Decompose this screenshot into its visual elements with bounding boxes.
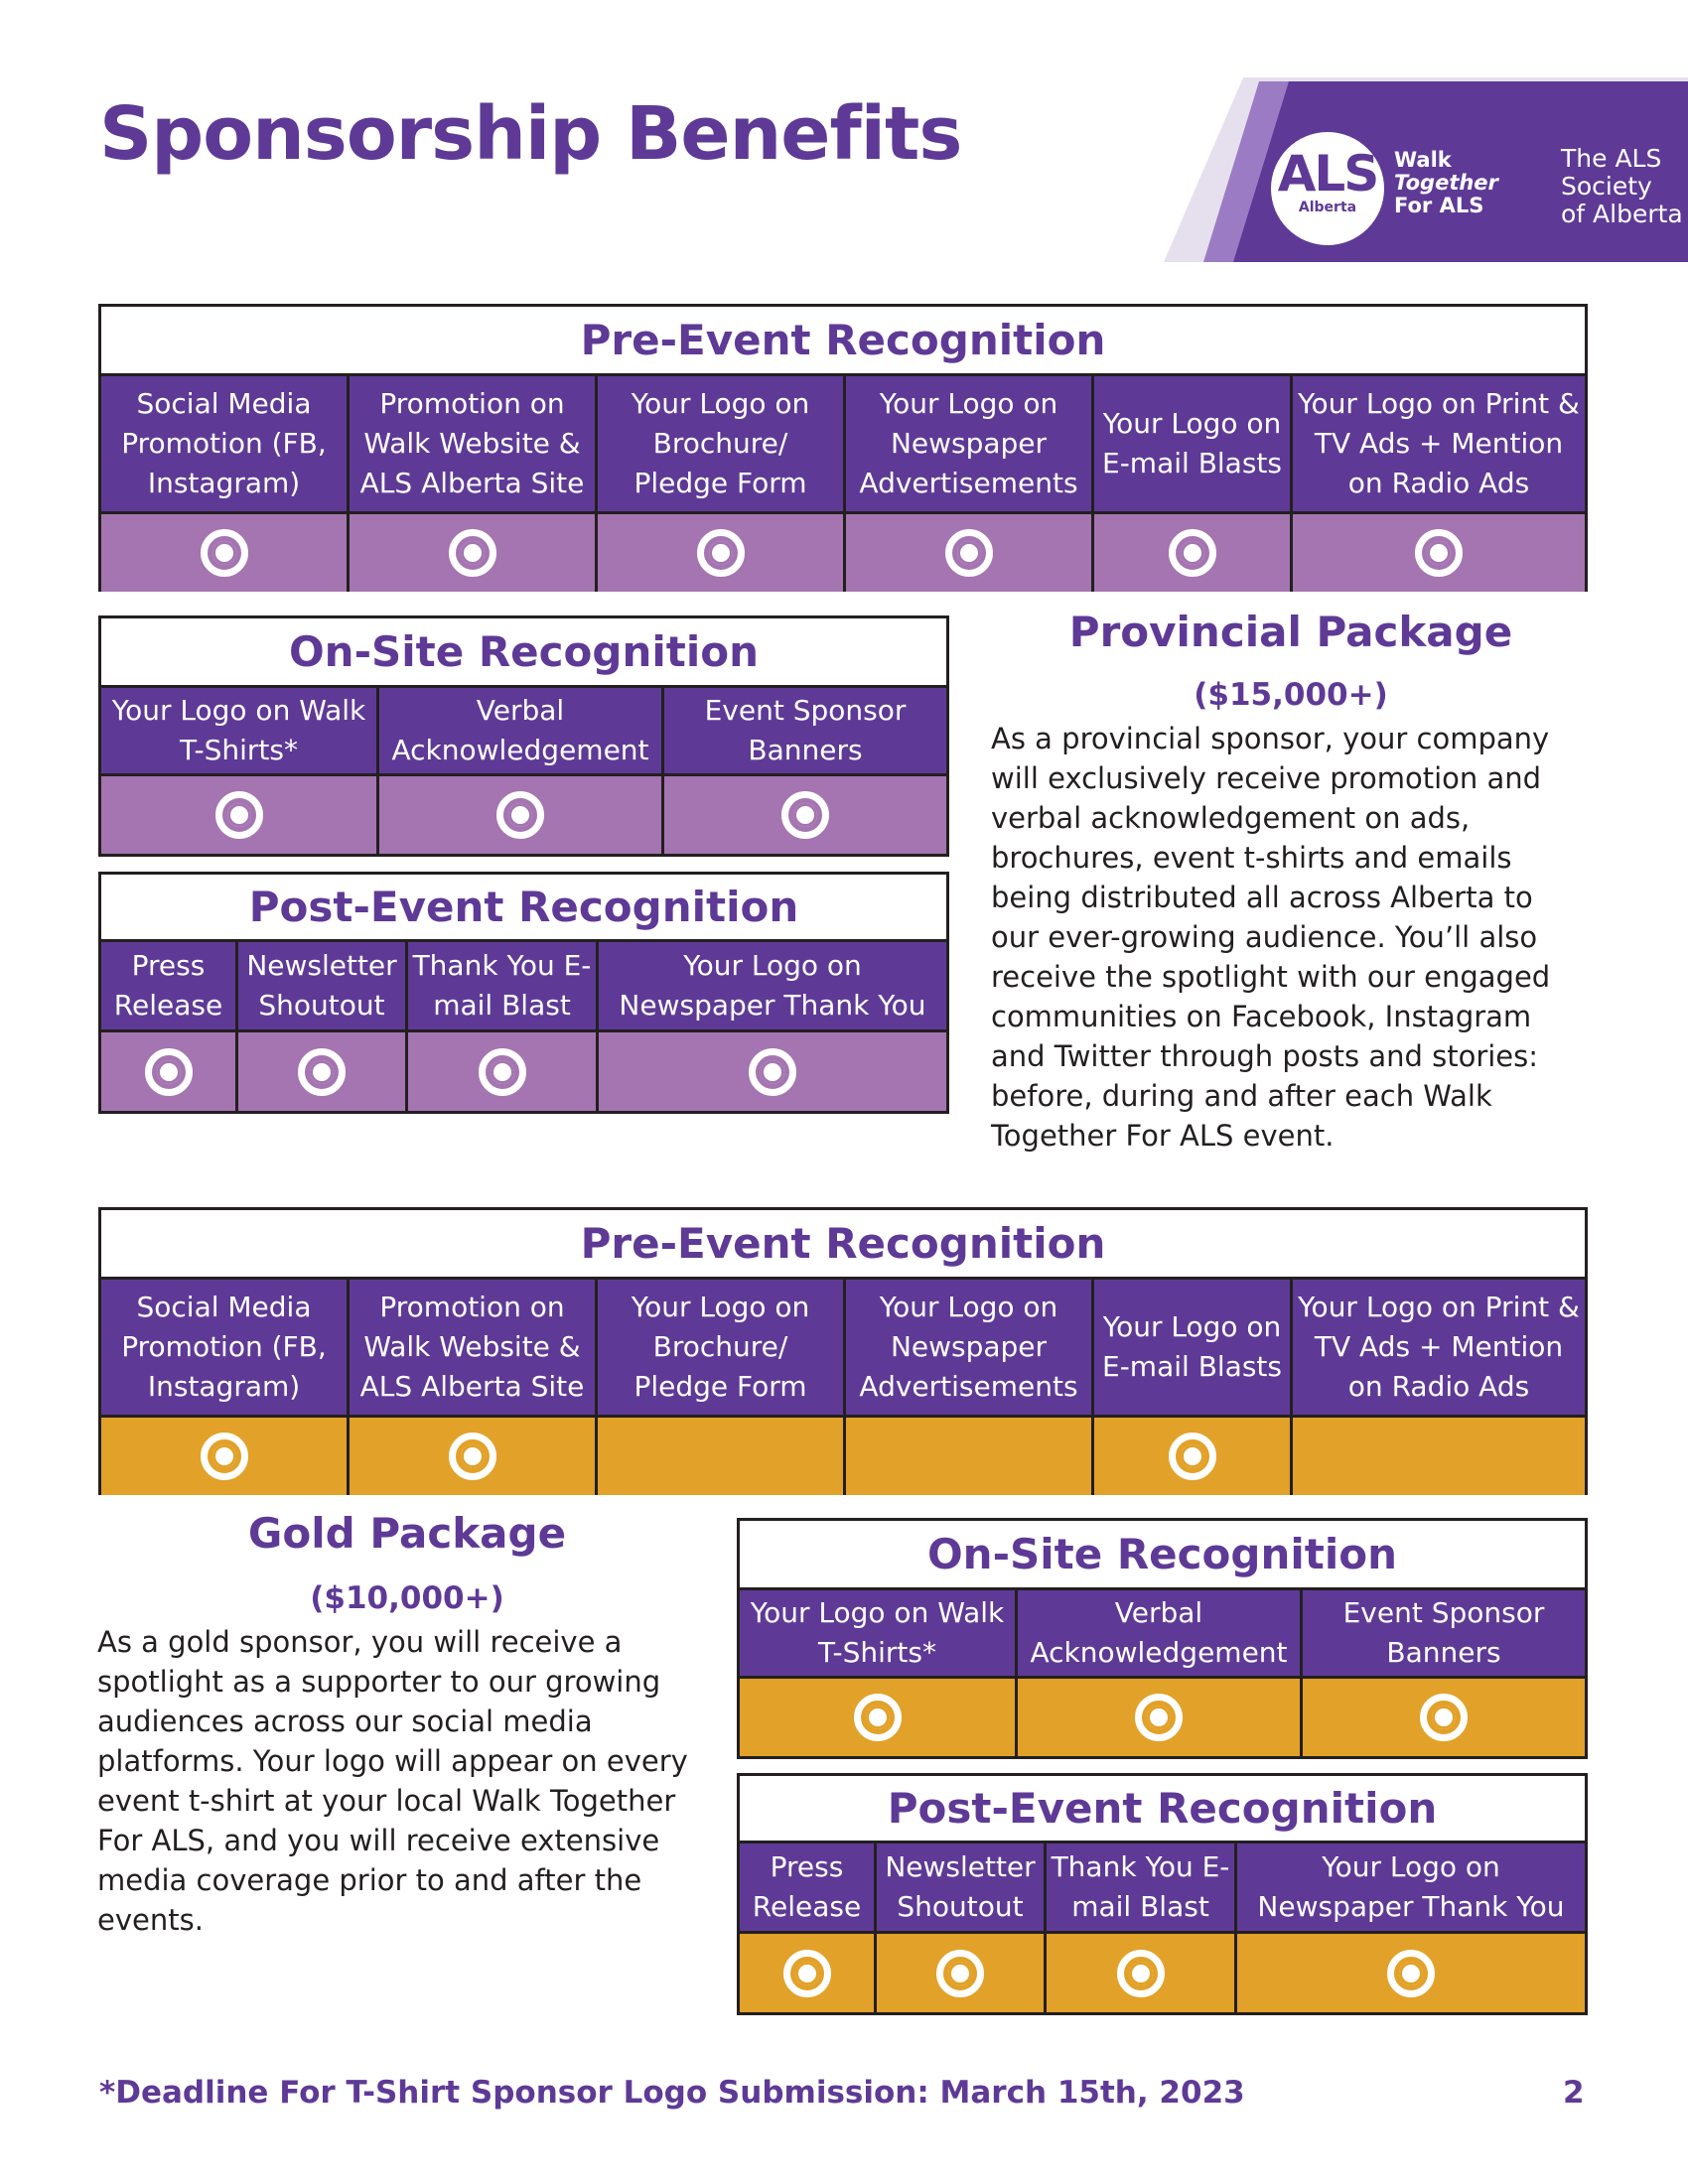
- included-check-icon: [1420, 1694, 1468, 1741]
- included-check-icon: [1169, 1433, 1216, 1480]
- check-cell: [1094, 514, 1293, 592]
- column-header: Your Logo on Brochure/ Pledge Form: [598, 1280, 846, 1415]
- included-check-icon: [479, 1048, 526, 1096]
- included-check-icon: [749, 1048, 796, 1096]
- check-cell: [877, 1934, 1047, 2012]
- header-banner: [1164, 58, 1688, 262]
- provincial-package-price: ($15,000+): [1194, 677, 1388, 713]
- column-header: Verbal Acknowledgement: [1018, 1590, 1303, 1676]
- column-header: Your Logo on Newspaper Advertisements: [846, 376, 1094, 511]
- provincial-on-site-table: [98, 615, 949, 857]
- check-row: [740, 1934, 1585, 2012]
- check-cell: [101, 514, 350, 592]
- column-header: Your Logo on Walk T-Shirts*: [101, 688, 379, 773]
- check-cell: [101, 1032, 238, 1111]
- column-header: Your Logo on Newspaper Thank You: [599, 942, 946, 1029]
- included-check-icon: [1415, 529, 1463, 577]
- check-cell: [350, 1418, 598, 1495]
- provincial-post-event-table: [98, 872, 949, 1114]
- check-cell: [101, 1418, 350, 1495]
- tshirt-deadline-footnote: *Deadline For T-Shirt Sponsor Logo Submission: March 15th, 2023: [99, 2075, 1245, 2111]
- walk-line-2: Together: [1394, 171, 1498, 195]
- column-header: Your Logo on E-mail Blasts: [1094, 376, 1293, 511]
- gold-on-site-table: [737, 1518, 1588, 1759]
- als-society-logo: [1561, 145, 1683, 228]
- check-row: [740, 1679, 1585, 1756]
- society-figure-icon: [1164, 58, 1221, 183]
- column-header: Social Media Promotion (FB, Instagram): [101, 1280, 350, 1415]
- society-line-1: The ALS: [1561, 144, 1662, 173]
- als-alberta-logo: [1271, 132, 1384, 245]
- included-check-icon: [945, 529, 993, 577]
- empty-cell: [1293, 1418, 1585, 1495]
- check-cell: [350, 514, 598, 592]
- check-cell: [408, 1032, 599, 1111]
- column-header: Event Sponsor Banners: [1303, 1590, 1585, 1676]
- check-cell: [598, 514, 846, 592]
- header-row: [101, 942, 946, 1032]
- check-cell: [740, 1934, 877, 2012]
- included-check-icon: [1169, 529, 1216, 577]
- column-header: Thank You E-mail Blast: [1047, 1843, 1237, 1931]
- column-header: Your Logo on Brochure/ Pledge Form: [598, 376, 846, 511]
- table-heading: On-Site Recognition: [101, 618, 946, 688]
- check-cell: [379, 776, 664, 854]
- column-header: Event Sponsor Banners: [664, 688, 946, 773]
- included-check-icon: [854, 1694, 902, 1741]
- included-check-icon: [201, 1433, 248, 1480]
- gold-package-description: As a gold sponsor, you will receive a spotlight as a supporter to our growing audiences across our social media platforms. Your logo will appear on every event t-shirt at your local Walk Together For ALS, and you will receive extensive media coverage prior to and after the events.: [97, 1625, 688, 1937]
- column-header: Social Media Promotion (FB, Instagram): [101, 376, 350, 511]
- provincial-package-title: Provincial Package: [1068, 608, 1513, 656]
- column-header: Promotion on Walk Website & ALS Alberta Site: [350, 1280, 598, 1415]
- check-cell: [740, 1679, 1018, 1756]
- check-row: [101, 1032, 946, 1111]
- provincial-pre-event-table: [98, 304, 1588, 592]
- included-check-icon: [298, 1048, 346, 1096]
- column-header: Your Logo on Print & TV Ads + Mention on Radio Ads: [1293, 376, 1585, 511]
- table-heading: Pre-Event Recognition: [101, 1210, 1585, 1280]
- included-check-icon: [1117, 1950, 1165, 1997]
- included-check-icon: [1135, 1694, 1183, 1741]
- included-check-icon: [781, 791, 829, 839]
- walk-together-logo: [1394, 149, 1498, 217]
- society-line-3: of Alberta: [1561, 200, 1683, 228]
- column-header: Press Release: [740, 1843, 877, 1931]
- gold-package-price: ($10,000+): [310, 1580, 504, 1616]
- included-check-icon: [201, 529, 248, 577]
- column-header: Your Logo on Newspaper Advertisements: [846, 1280, 1094, 1415]
- check-cell: [846, 514, 1094, 592]
- page-title: Sponsorship Benefits: [99, 91, 962, 177]
- society-line-2: Society: [1561, 172, 1652, 201]
- gold-package-title: Gold Package: [247, 1509, 567, 1558]
- als-logo-sub: Alberta: [1298, 200, 1357, 215]
- check-cell: [1047, 1934, 1237, 2012]
- check-cell: [1237, 1934, 1585, 2012]
- table-heading: Post-Event Recognition: [101, 875, 946, 942]
- column-header: Your Logo on Newspaper Thank You: [1237, 1843, 1585, 1931]
- check-cell: [664, 776, 946, 854]
- header-row: [101, 1280, 1585, 1418]
- column-header: Thank You E-mail Blast: [408, 942, 599, 1029]
- column-header: Your Logo on E-mail Blasts: [1094, 1280, 1293, 1415]
- included-check-icon: [936, 1950, 984, 1997]
- header-row: [740, 1590, 1585, 1679]
- header-row: [101, 688, 946, 776]
- column-header: Newsletter Shoutout: [877, 1843, 1047, 1931]
- check-cell: [238, 1032, 408, 1111]
- gold-pre-event-table: [98, 1207, 1588, 1495]
- column-header: Press Release: [101, 942, 238, 1029]
- header-row: [101, 376, 1585, 514]
- empty-cell: [846, 1418, 1094, 1495]
- included-check-icon: [145, 1048, 193, 1096]
- column-header: Promotion on Walk Website & ALS Alberta Site: [350, 376, 598, 511]
- walk-line-3: For ALS: [1394, 194, 1484, 217]
- gold-post-event-table: [737, 1773, 1588, 2015]
- included-check-icon: [1387, 1950, 1435, 1997]
- als-logo-text: ALS: [1277, 145, 1378, 203]
- included-check-icon: [449, 529, 496, 577]
- included-check-icon: [449, 1433, 496, 1480]
- empty-cell: [598, 1418, 846, 1495]
- check-cell: [1018, 1679, 1303, 1756]
- check-row: [101, 776, 946, 854]
- table-heading: Pre-Event Recognition: [101, 307, 1585, 376]
- check-cell: [1094, 1418, 1293, 1495]
- included-check-icon: [215, 791, 263, 839]
- page-number: 2: [1563, 2075, 1585, 2111]
- column-header: Your Logo on Print & TV Ads + Mention on Radio Ads: [1293, 1280, 1585, 1415]
- check-cell: [1303, 1679, 1585, 1756]
- check-cell: [599, 1032, 946, 1111]
- included-check-icon: [496, 791, 544, 839]
- check-cell: [101, 776, 379, 854]
- check-row: [101, 1418, 1585, 1495]
- check-cell: [1293, 514, 1585, 592]
- provincial-package-description: As a provincial sponsor, your company will exclusively receive promotion and verbal acknowledgement on ads, brochures, event t-shirts and emails being distributed all across Alberta to our ever-growing audience. You’ll also receive the spotlight with our engaged communities on Facebook, Instagram and Twitter through posts and stories: before, during and after each Walk Together For ALS event.: [991, 722, 1551, 1153]
- header-row: [740, 1843, 1585, 1934]
- check-row: [101, 514, 1585, 592]
- table-heading: On-Site Recognition: [740, 1521, 1585, 1590]
- column-header: Newsletter Shoutout: [238, 942, 408, 1029]
- table-heading: Post-Event Recognition: [740, 1776, 1585, 1843]
- included-check-icon: [697, 529, 745, 577]
- walk-line-1: Walk: [1394, 148, 1452, 172]
- column-header: Verbal Acknowledgement: [379, 688, 664, 773]
- column-header: Your Logo on Walk T-Shirts*: [740, 1590, 1018, 1676]
- included-check-icon: [783, 1950, 831, 1997]
